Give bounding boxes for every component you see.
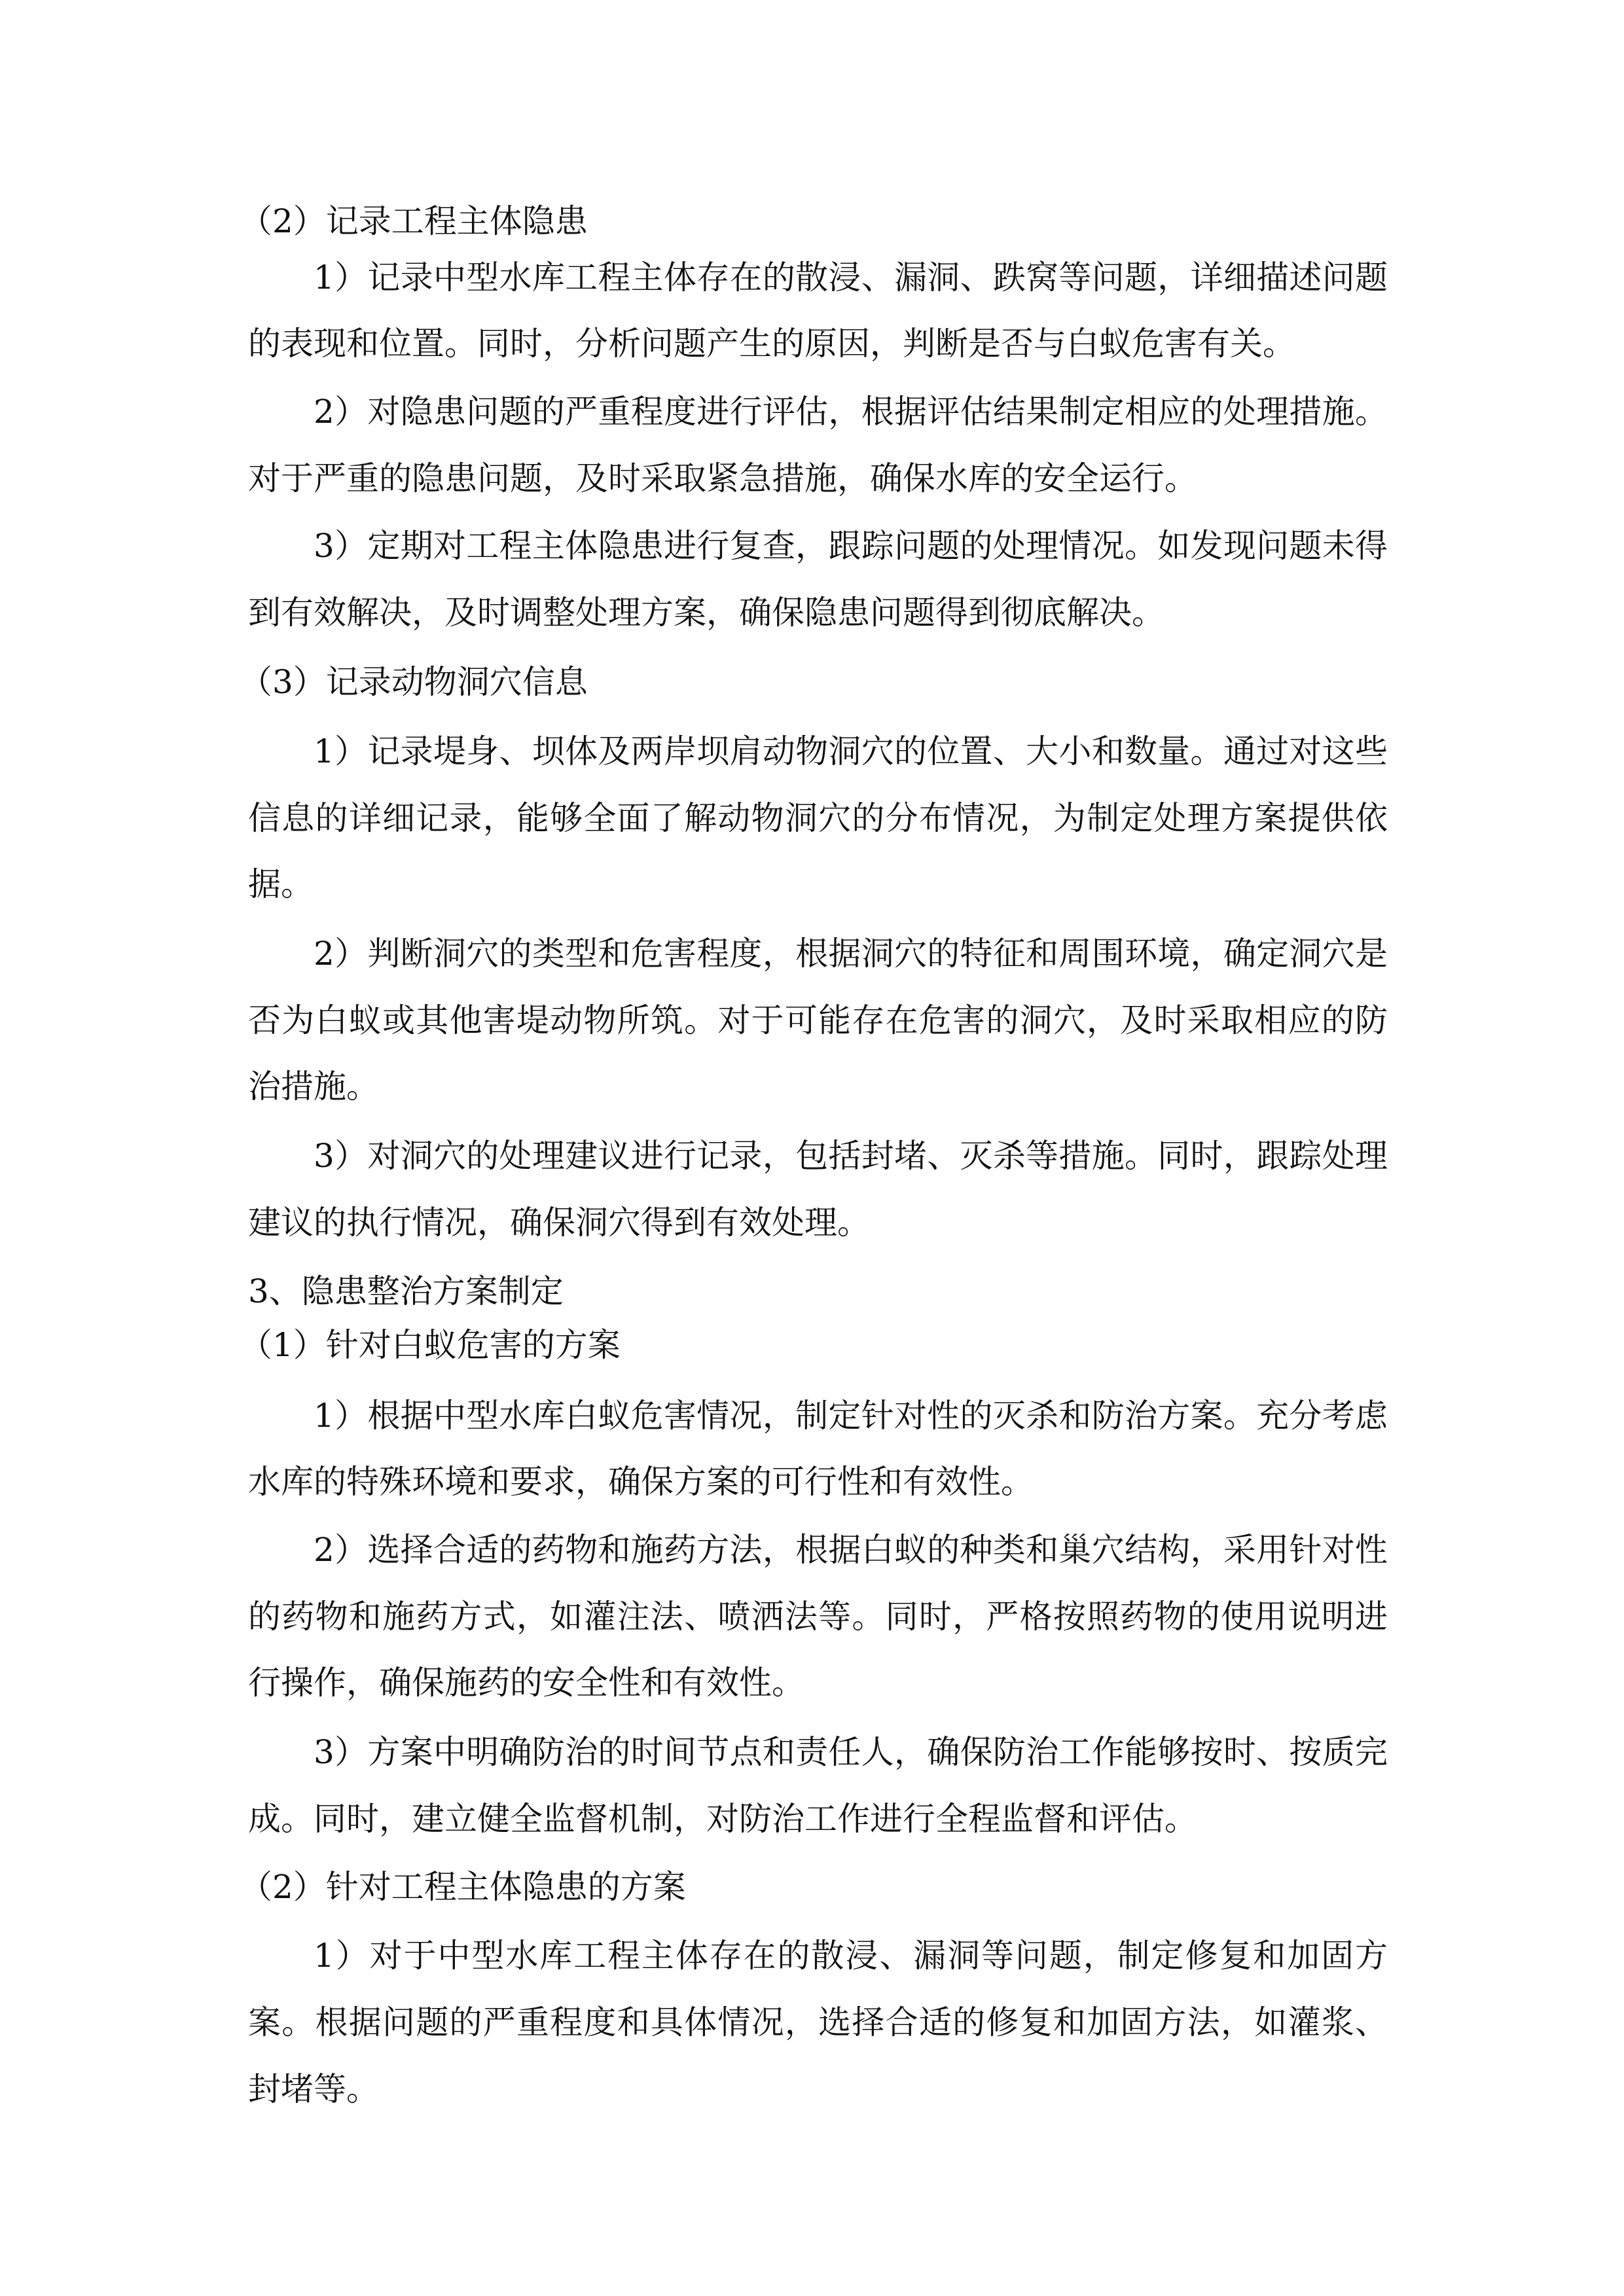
paragraph-line: 3）对洞穴的处理建议进行记录，包括封堵、灭杀等措施。同时，跟踪处理 xyxy=(314,1137,1388,1175)
paragraph-line: 对于严重的隐患问题，及时采取紧急措施，确保水库的安全运行。 xyxy=(248,459,1197,497)
paragraph-line: 建议的执行情况，确保洞穴得到有效处理。 xyxy=(248,1204,870,1242)
paragraph-line: 1）对于中型水库工程主体存在的散浸、漏洞等问题，制定修复和加固方 xyxy=(314,1937,1388,1975)
paragraph-line: 的药物和施药方式，如灌注法、喷洒法等。同时，严格按照药物的使用说明进 xyxy=(248,1598,1388,1636)
paragraph-line: 案。根据问题的严重程度和具体情况，选择合适的修复和加固方法，如灌浆、 xyxy=(248,2003,1388,2041)
paragraph-line: 信息的详细记录，能够全面了解动物洞穴的分布情况，为制定处理方案提供依 xyxy=(248,799,1388,837)
paragraph-line: 治措施。 xyxy=(248,1067,379,1105)
section-heading: （1）针对白蚁危害的方案 xyxy=(240,1326,621,1364)
section-heading: （2）针对工程主体隐患的方案 xyxy=(240,1868,686,1906)
paragraph-line: 据。 xyxy=(248,865,314,903)
section-heading: （2）记录工程主体隐患 xyxy=(240,202,588,240)
paragraph-line: 2）判断洞穴的类型和危害程度，根据洞穴的特征和周围环境，确定洞穴是 xyxy=(314,935,1388,973)
paragraph-line: 1）记录中型水库工程主体存在的散浸、漏洞、跌窝等问题，详细描述问题 xyxy=(314,259,1388,296)
paragraph-line: 1）记录堤身、坝体及两岸坝肩动物洞穴的位置、大小和数量。通过对这些 xyxy=(314,732,1388,770)
paragraph-line: 3）定期对工程主体隐患进行复查，跟踪问题的处理情况。如发现问题未得 xyxy=(314,527,1388,565)
paragraph-line: 2）选择合适的药物和施药方法，根据白蚁的种类和巢穴结构，采用针对性 xyxy=(314,1531,1388,1569)
section-heading: 3、隐患整治方案制定 xyxy=(248,1272,564,1310)
paragraph-line: 成。同时，建立健全监督机制，对防治工作进行全程监督和评估。 xyxy=(248,1800,1197,1838)
paragraph-line: 3）方案中明确防治的时间节点和责任人，确保防治工作能够按时、按质完 xyxy=(314,1733,1388,1771)
paragraph-line: 否为白蚁或其他害堤动物所筑。对于可能存在危害的洞穴，及时采取相应的防 xyxy=(248,1001,1388,1039)
paragraph-line: 水库的特殊环境和要求，确保方案的可行性和有效性。 xyxy=(248,1463,1034,1501)
section-heading: （3）记录动物洞穴信息 xyxy=(240,663,588,701)
paragraph-line: 1）根据中型水库白蚁危害情况，制定针对性的灭杀和防治方案。充分考虑 xyxy=(314,1397,1388,1435)
paragraph-line: 到有效解决，及时调整处理方案，确保隐患问题得到彻底解决。 xyxy=(248,594,1164,632)
paragraph-line: 封堵等。 xyxy=(248,2070,379,2108)
paragraph-line: 2）对隐患问题的严重程度进行评估，根据评估结果制定相应的处理措施。 xyxy=(314,393,1388,431)
paragraph-line: 的表现和位置。同时，分析问题产生的原因，判断是否与白蚁危害有关。 xyxy=(248,325,1295,363)
paragraph-line: 行操作，确保施药的安全性和有效性。 xyxy=(248,1664,804,1702)
